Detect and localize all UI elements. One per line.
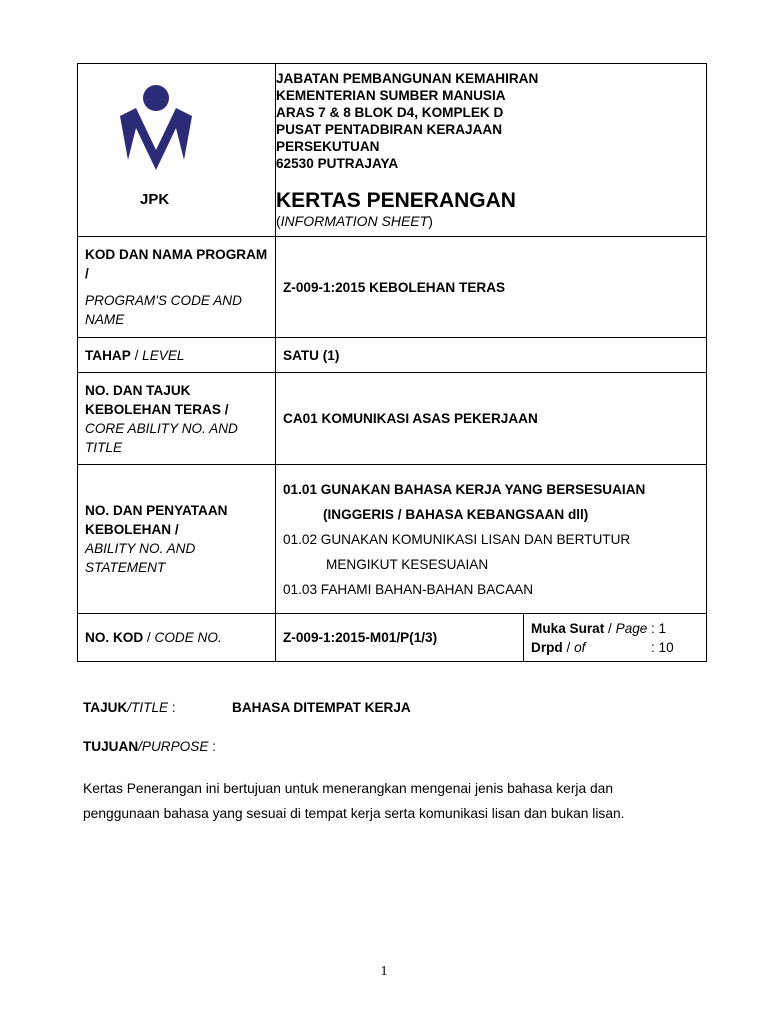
core-ability-label: NO. DAN TAJUK KEBOLEHAN TERAS / CORE ABILITY NO. AND TITLE	[78, 373, 276, 465]
ability-row	[78, 465, 707, 614]
page-number: 1	[380, 964, 388, 979]
logo-cell	[78, 64, 276, 237]
address-line: 62530 PUTRAJAYA	[276, 156, 399, 171]
address-line: PERSEKUTUAN	[276, 139, 380, 154]
page-row: Muka Surat / Page : 1	[531, 619, 699, 638]
ability-statements	[276, 465, 707, 614]
info-sheet-table	[77, 63, 707, 662]
level-label: TAHAP / LEVEL	[78, 338, 276, 373]
level-row	[78, 338, 707, 373]
program-row	[78, 237, 707, 338]
code-label: NO. KOD / CODE NO.	[78, 614, 276, 662]
ability-statement-line: 01.02 GUNAKAN KOMUNIKASI LISAN DAN BERTUTUR	[283, 531, 631, 547]
header-cell	[276, 64, 707, 237]
ability-statement-line: 01.03 FAHAMI BAHAN-BAHAN BACAAN	[283, 581, 534, 597]
ability-statement-line: MENGIKUT KESESUAIAN	[326, 556, 489, 572]
ability-label: NO. DAN PENYATAAN KEBOLEHAN / ABILITY NO. AND STATEMENT	[78, 465, 276, 614]
title-line: TAJUK/TITLE : BAHASA DITEMPAT KERJA	[83, 700, 411, 715]
page-info	[524, 614, 707, 662]
document-subtitle: (INFORMATION SHEET)	[276, 213, 433, 229]
address-line: KEMENTERIAN SUMBER MANUSIA	[276, 88, 506, 103]
address-line: ARAS 7 & 8 BLOK D4, KOMPLEK D	[276, 105, 504, 120]
of-row: Drpd / of : 10	[531, 638, 699, 657]
total-pages-value: : 10	[651, 639, 674, 655]
address-line: JABATAN PEMBANGUNAN KEMAHIRAN	[276, 71, 539, 86]
purpose-paragraph: Kertas Penerangan ini bertujuan untuk menerangkan mengenai jenis bahasa kerja dan penggunaan bahasa yang sesuai di tempat kerja serta komunikasi lisan dan bukan lisan.	[83, 781, 625, 821]
jpk-logo-icon	[116, 84, 196, 184]
ability-statement-line: 01.01 GUNAKAN BAHASA KERJA YANG BERSESUAIAN	[283, 481, 646, 497]
code-value: Z-009-1:2015-M01/P(1/3)	[276, 614, 524, 662]
address-line: PUSAT PENTADBIRAN KERAJAAN	[276, 122, 503, 137]
core-ability-row	[78, 373, 707, 465]
ability-statement-line: (INGGERIS / BAHASA KEBANGSAAN dll)	[323, 506, 589, 522]
document-title: KERTAS PENERANGAN	[276, 189, 516, 212]
code-row	[78, 614, 707, 662]
title-value: BAHASA DITEMPAT KERJA	[232, 700, 411, 715]
logo-text: JPK	[140, 191, 170, 208]
program-value: Z-009-1:2015 KEBOLEHAN TERAS	[276, 237, 707, 338]
program-label: KOD DAN NAMA PROGRAM / PROGRAM'S CODE AND NAME	[78, 237, 276, 338]
header-row	[78, 64, 707, 237]
core-ability-value: CA01 KOMUNIKASI ASAS PEKERJAAN	[276, 373, 707, 465]
level-value: SATU (1)	[276, 338, 707, 373]
page-value: : 1	[651, 620, 667, 636]
purpose-line: TUJUAN/PURPOSE :	[83, 739, 216, 754]
institution-address	[276, 70, 538, 172]
